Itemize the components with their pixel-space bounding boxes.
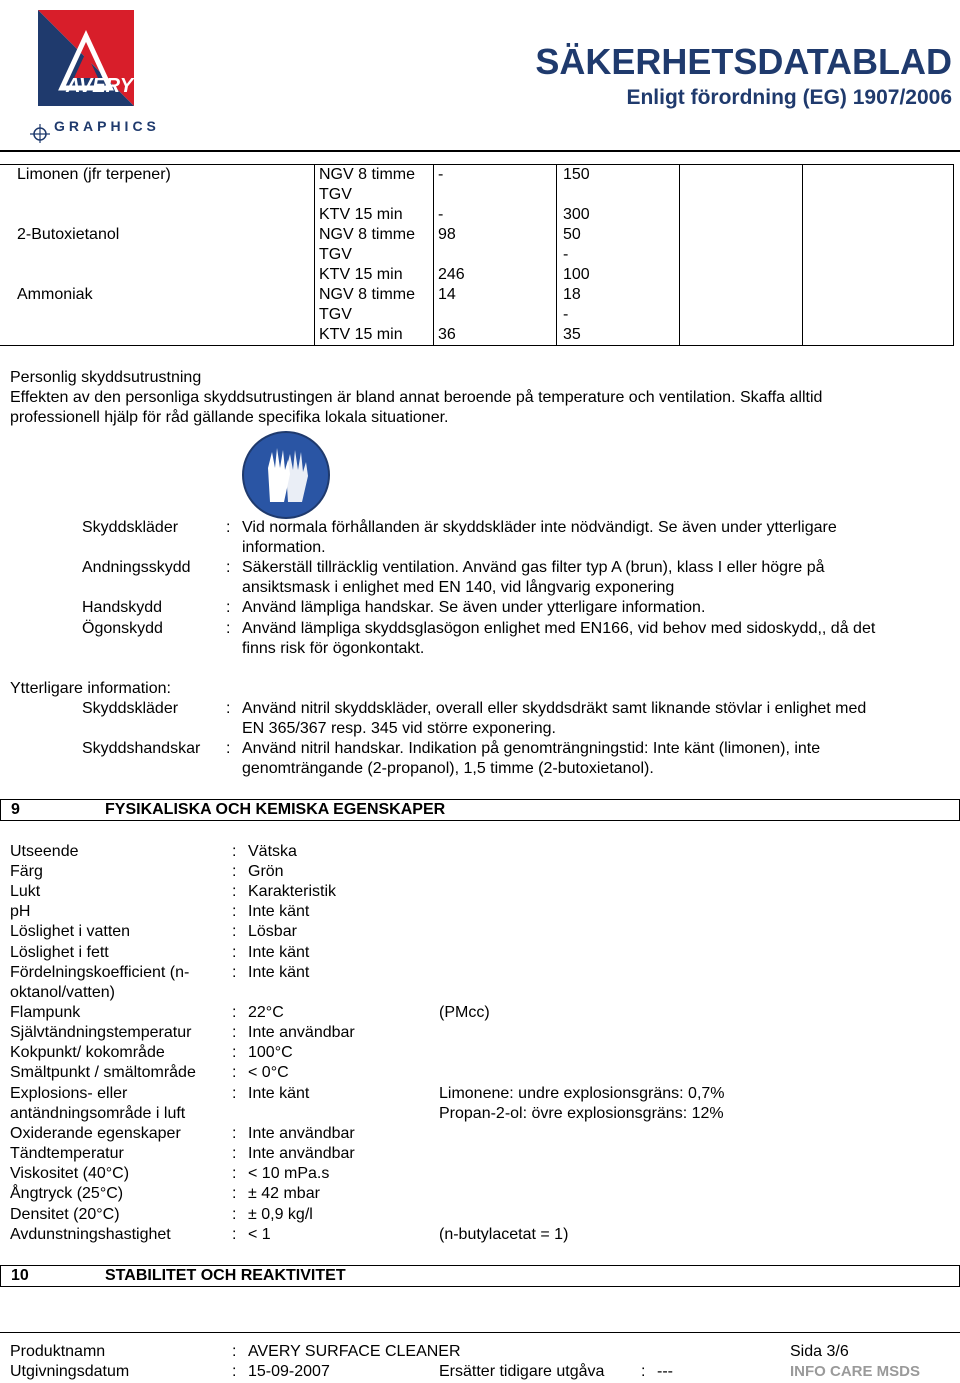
property-value: Inte känt bbox=[248, 903, 310, 920]
section-title: FYSIKALISKA OCH KEMISKA EGENSKAPER bbox=[105, 801, 446, 818]
table-row bbox=[0, 165, 954, 346]
ppe-text: Vid normala förhållanden är skyddskläder inte nödvändigt. Se även under ytterligare bbox=[242, 519, 837, 536]
section-9-header bbox=[0, 799, 960, 821]
colon: : bbox=[226, 740, 231, 757]
colon: : bbox=[232, 1343, 237, 1360]
property-label: Densitet (20°C) bbox=[10, 1206, 120, 1223]
limit-ppm: - bbox=[438, 166, 444, 183]
property-value: ± 0,9 kg/l bbox=[248, 1206, 313, 1223]
property-value: Inte känt bbox=[248, 964, 310, 981]
limit-mg: 150 bbox=[563, 166, 590, 183]
footer-divider bbox=[0, 1332, 960, 1333]
property-label: Smältpunkt / smältområde bbox=[10, 1064, 196, 1081]
limit-ppm: 14 bbox=[438, 286, 456, 303]
property-label: oktanol/vatten) bbox=[10, 984, 115, 1001]
limit-mg: 18 bbox=[563, 286, 581, 303]
avery-graphics-logo bbox=[18, 8, 160, 143]
gloves-pictogram bbox=[240, 430, 332, 520]
colon: : bbox=[232, 1185, 237, 1202]
colon: : bbox=[232, 1044, 237, 1061]
colon: : bbox=[232, 863, 237, 880]
footer-product-label: Produktnamn bbox=[10, 1343, 106, 1360]
property-value: 22°C bbox=[248, 1004, 284, 1021]
colon: : bbox=[226, 599, 231, 616]
footer-product-value: AVERY SURFACE CLEANER bbox=[248, 1343, 461, 1360]
colon: : bbox=[232, 1024, 237, 1041]
section-10-header bbox=[0, 1265, 960, 1287]
property-value: < 10 mPa.s bbox=[248, 1165, 330, 1182]
limit-type: NGV 8 timme bbox=[319, 226, 416, 243]
limit-mg: 300 bbox=[563, 206, 590, 223]
colon: : bbox=[641, 1363, 646, 1380]
property-label: Viskositet (40°C) bbox=[10, 1165, 130, 1182]
property-value: Inte användbar bbox=[248, 1024, 355, 1041]
ppe-label: Andningsskydd bbox=[82, 559, 191, 576]
colon: : bbox=[232, 964, 237, 981]
property-value: 100°C bbox=[248, 1044, 293, 1061]
colon: : bbox=[226, 559, 231, 576]
property-value: Grön bbox=[248, 863, 284, 880]
ppe-text: Använd lämpliga handskar. Se även under ytterligare information. bbox=[242, 599, 706, 616]
ppe-text: ansiktsmask i enlighet med EN 140, vid långvarig exponering bbox=[242, 579, 675, 596]
colon: : bbox=[232, 1206, 237, 1223]
limit-mg: 35 bbox=[563, 326, 581, 343]
substance-name: 2-Butoxietanol bbox=[17, 226, 120, 243]
colon: : bbox=[232, 1085, 237, 1102]
ppe-intro-line: Effekten av den personliga skyddsutrustingen är bland annat beroende på temperature och ventilation. Skaffa alltid bbox=[10, 389, 823, 406]
colon: : bbox=[226, 519, 231, 536]
limit-type: TGV bbox=[319, 246, 352, 263]
property-label: Tändtemperatur bbox=[10, 1145, 124, 1162]
logo-text: AVERY bbox=[66, 75, 134, 97]
colon: : bbox=[232, 1165, 237, 1182]
limit-type: NGV 8 timme bbox=[319, 286, 416, 303]
additional-text: genomträngande (2-propanol), 1,5 timme (2-butoxietanol). bbox=[242, 760, 654, 777]
property-value: Inte känt bbox=[248, 944, 310, 961]
ppe-heading: Personlig skyddsutrustning bbox=[10, 369, 202, 386]
additional-label: Skyddskläder bbox=[82, 700, 179, 717]
property-label: Kokpunkt/ kokområde bbox=[10, 1044, 165, 1061]
property-value: ± 42 mbar bbox=[248, 1185, 320, 1202]
document-subtitle: Enligt förordning (EG) 1907/2006 bbox=[626, 86, 952, 109]
additional-heading: Ytterligare information: bbox=[10, 680, 171, 697]
substance-name: Ammoniak bbox=[17, 286, 93, 303]
limit-ppm: 98 bbox=[438, 226, 456, 243]
section-number: 10 bbox=[11, 1267, 29, 1284]
colon: : bbox=[232, 1363, 237, 1380]
ppe-text: Använd lämpliga skyddsglasögon enlighet med EN166, vid behov med sidoskydd,, då det bbox=[242, 620, 876, 637]
property-label: pH bbox=[10, 903, 31, 920]
limit-type: KTV 15 min bbox=[319, 266, 403, 283]
limit-mg: 50 bbox=[563, 226, 581, 243]
property-label: Färg bbox=[10, 863, 43, 880]
colon: : bbox=[232, 903, 237, 920]
colon: : bbox=[232, 1145, 237, 1162]
colon: : bbox=[226, 700, 231, 717]
limit-type: KTV 15 min bbox=[319, 206, 403, 223]
property-label: Ångtryck (25°C) bbox=[10, 1185, 124, 1202]
additional-text: EN 365/367 resp. 345 vid större exponering. bbox=[242, 720, 556, 737]
substance-name: Limonen (jfr terpener) bbox=[17, 166, 171, 183]
property-value: Karakteristik bbox=[248, 883, 337, 900]
property-value: Lösbar bbox=[248, 923, 297, 940]
ppe-text: information. bbox=[242, 539, 326, 556]
document-title: SÄKERHETSDATABLAD bbox=[535, 41, 952, 82]
limit-ppm bbox=[434, 185, 556, 205]
limit-ppm bbox=[434, 305, 556, 325]
property-note: Limonene: undre explosionsgräns: 0,7% bbox=[439, 1085, 725, 1102]
property-note: Propan-2-ol: övre explosionsgräns: 12% bbox=[439, 1105, 724, 1122]
additional-label: Skyddshandskar bbox=[82, 740, 201, 757]
limit-ppm: - bbox=[438, 206, 444, 223]
property-label: Löslighet i vatten bbox=[10, 923, 131, 940]
property-label: Löslighet i fett bbox=[10, 944, 109, 961]
property-note: (PMcc) bbox=[439, 1004, 490, 1021]
property-value: Vätska bbox=[248, 843, 297, 860]
limit-ppm bbox=[434, 245, 556, 265]
ppe-label: Ögonskydd bbox=[82, 620, 163, 637]
footer-brand: INFO CARE MSDS bbox=[790, 1363, 921, 1380]
limit-ppm: 36 bbox=[438, 326, 456, 343]
footer-date-label: Utgivningsdatum bbox=[10, 1363, 130, 1380]
colon: : bbox=[226, 620, 231, 637]
colon: : bbox=[232, 883, 237, 900]
colon: : bbox=[232, 923, 237, 940]
colon: : bbox=[232, 1064, 237, 1081]
property-label: Fördelningskoefficient (n- bbox=[10, 964, 190, 981]
property-value: < 1 bbox=[248, 1226, 271, 1243]
limit-type: TGV bbox=[319, 306, 352, 323]
limit-type: TGV bbox=[319, 186, 352, 203]
exposure-limits-table bbox=[0, 164, 954, 346]
colon: : bbox=[232, 843, 237, 860]
ppe-label: Skyddskläder bbox=[82, 519, 179, 536]
limit-type: KTV 15 min bbox=[319, 326, 403, 343]
ppe-text: Säkerställ tillräcklig ventilation. Använd gas filter typ A (brun), klass I eller högre på bbox=[242, 559, 825, 576]
property-label: Avdunstningshastighet bbox=[10, 1226, 171, 1243]
property-label: Oxiderande egenskaper bbox=[10, 1125, 181, 1142]
gloves-icon bbox=[240, 430, 332, 520]
ppe-label: Handskydd bbox=[82, 599, 163, 616]
property-value: Inte känt bbox=[248, 1085, 310, 1102]
limit-mg: - bbox=[563, 246, 569, 263]
section-number: 9 bbox=[11, 801, 20, 818]
colon: : bbox=[232, 944, 237, 961]
colon: : bbox=[232, 1125, 237, 1142]
property-label: Explosions- eller bbox=[10, 1085, 128, 1102]
additional-text: Använd nitril skyddskläder, overall eller skyddsdräkt samt liknande stövlar i enlighet med bbox=[242, 700, 867, 717]
colon: : bbox=[232, 1226, 237, 1243]
property-label: Flampunk bbox=[10, 1004, 81, 1021]
limit-ppm: 246 bbox=[438, 266, 465, 283]
property-label: Lukt bbox=[10, 883, 41, 900]
additional-text: Använd nitril handskar. Indikation på genomträngningstid: Inte känt (limonen), inte bbox=[242, 740, 821, 757]
property-value: Inte användbar bbox=[248, 1145, 355, 1162]
ppe-intro-line: professionell hjälp för råd gällande specifika lokala situationer. bbox=[10, 409, 449, 426]
limit-type: NGV 8 timme bbox=[319, 166, 416, 183]
property-value: < 0°C bbox=[248, 1064, 289, 1081]
property-label: antändningsområde i luft bbox=[10, 1105, 186, 1122]
ppe-text: finns risk för ögonkontakt. bbox=[242, 640, 425, 657]
footer-page-number: Sida 3/6 bbox=[790, 1343, 849, 1360]
footer-date-value: 15-09-2007 bbox=[248, 1363, 330, 1380]
logo-sub-text: GRAPHICS bbox=[54, 118, 160, 134]
footer-replaces-label: Ersätter tidigare utgåva bbox=[439, 1363, 605, 1380]
limit-mg: 100 bbox=[563, 266, 590, 283]
limit-mg bbox=[557, 185, 679, 205]
header-divider bbox=[0, 150, 960, 152]
limit-mg: - bbox=[563, 306, 569, 323]
property-note: (n-butylacetat = 1) bbox=[439, 1226, 569, 1243]
colon: : bbox=[232, 1004, 237, 1021]
property-label: Självtändningstemperatur bbox=[10, 1024, 192, 1041]
property-value: Inte användbar bbox=[248, 1125, 355, 1142]
section-title: STABILITET OCH REAKTIVITET bbox=[105, 1267, 346, 1284]
footer-replaces-value: --- bbox=[657, 1363, 673, 1380]
property-label: Utseende bbox=[10, 843, 79, 860]
